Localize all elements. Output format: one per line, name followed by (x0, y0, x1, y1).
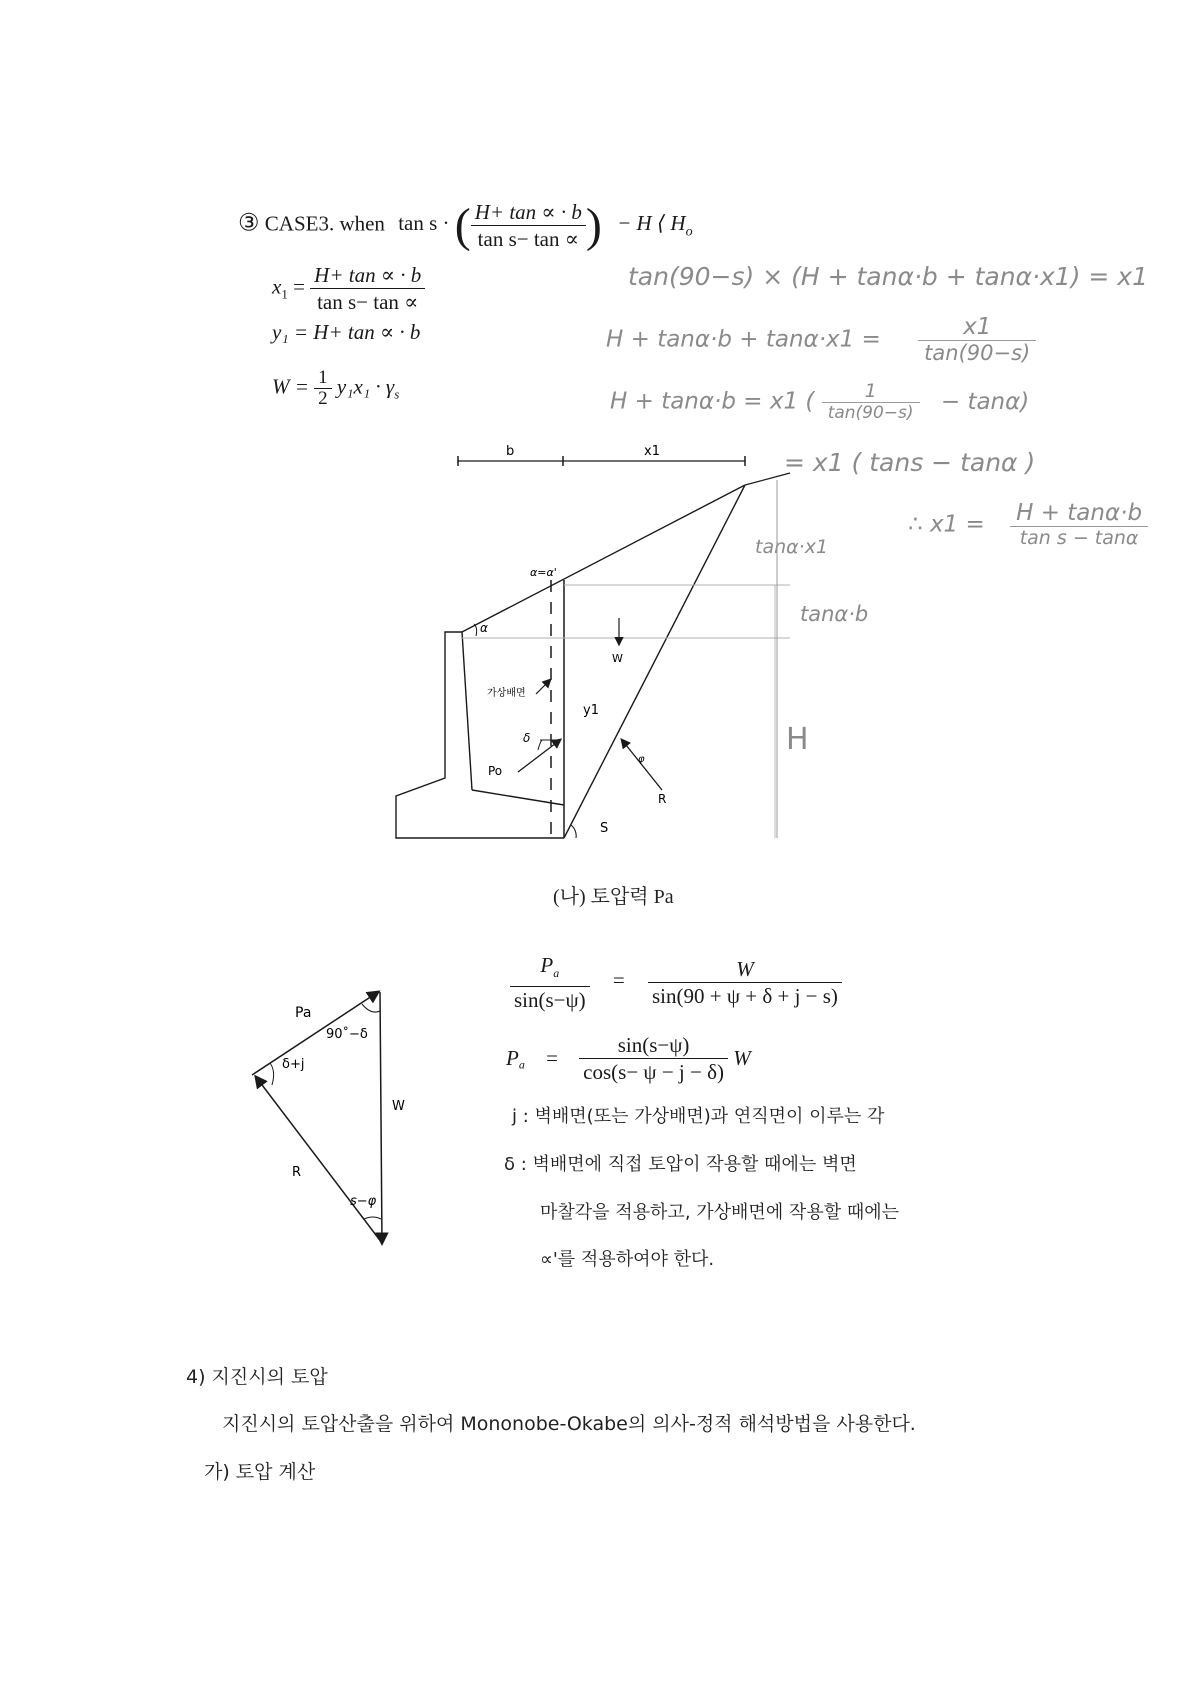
eq1-lhs-num-sub: a (553, 966, 560, 981)
hw5-left: ∴ x1 = (908, 511, 985, 538)
label-alpha: α (480, 621, 488, 635)
label-b: b (506, 444, 515, 459)
equation-1 (510, 952, 842, 1013)
label-phi: φ (638, 754, 645, 765)
eq1-lhs-num: P (540, 953, 554, 977)
eq2-lhs-sub: a (518, 1057, 525, 1072)
note-delta-2: 마찰각을 적용하고, 가상배면에 작용할 때에는 (540, 1202, 899, 1223)
handwritten-tan-b: tanα·b (800, 602, 869, 626)
handwritten-H: H (786, 722, 809, 757)
handwritten-line-4: = x1 ( tans − tanα ) (784, 448, 1036, 477)
x1-formula (272, 262, 425, 315)
R-arrow (622, 740, 662, 790)
eq2-den: cos(s− ψ − j − δ) (583, 1060, 724, 1084)
tri-label-W: W (392, 1099, 405, 1114)
hw2-num: x1 (918, 314, 1036, 341)
note-delta-1: δ : 벽배면에 직접 토압이 작용할 때에는 벽면 (504, 1154, 857, 1175)
eq2-lhs: P (506, 1046, 519, 1070)
case3-tail-sub: o (685, 224, 693, 240)
R-vector (256, 1077, 382, 1243)
label-delta: δ (523, 731, 531, 745)
case3-frac-num: H+ tan ∝ · b (471, 199, 586, 226)
equals-sign: = (293, 274, 305, 299)
label-x1: x1 (644, 444, 660, 459)
force-triangle-diagram (230, 975, 430, 1260)
eq2-fraction (579, 1032, 728, 1085)
hw3-den: tan(90−s) (827, 403, 914, 423)
tri-label-Pa: Pa (295, 1005, 312, 1021)
case3-frac-den: tan s− tan ∝ (477, 227, 579, 251)
label-alpha-equal: α=α' (530, 566, 557, 579)
eq1-rhs-num: W (648, 956, 842, 983)
section-4-heading: 4) 지진시의 토압 (186, 1366, 328, 1388)
slope-extension (745, 473, 790, 485)
w-rhs: y₁x₁ · γ (336, 374, 395, 399)
handwritten-line-1: tan(90−s) × (H + tanα·b + tanα·x1) = x1 (628, 262, 1148, 291)
eq1-equals: = (612, 968, 625, 993)
x1-den: tan s− tan ∝ (317, 290, 419, 314)
w-rhs-sub: s (394, 386, 400, 402)
hw5-num: H + tanα·b (1010, 500, 1148, 527)
case3-fraction (471, 199, 586, 252)
w-formula (272, 368, 399, 409)
eq1-lhs-den: sin(s−ψ) (514, 988, 586, 1013)
left-angle-arc (270, 1063, 274, 1085)
eq1-lhs (510, 952, 590, 1013)
case3-marker: ③ (238, 210, 260, 237)
figure-caption: (나) 토압력 Pa (553, 886, 674, 908)
tri-label-R: R (292, 1165, 302, 1180)
close-paren: ) (585, 199, 602, 252)
handwritten-line-5 (908, 500, 1148, 549)
heel-line (472, 790, 564, 805)
bottom-angle-arc (364, 1217, 381, 1219)
eq2-equals: = (546, 1046, 558, 1070)
tri-label-angle-left: δ+j (282, 1057, 305, 1072)
S-angle-arc (571, 825, 576, 838)
equation-2 (506, 1032, 751, 1085)
case3-line (238, 198, 693, 253)
label-Po: Po (488, 764, 503, 778)
hw3-num: 1 (822, 380, 920, 403)
hw5-den: tan s − tanα (1019, 527, 1139, 549)
case3-tail: − H ⟨ H (617, 211, 686, 236)
label-R: R (658, 792, 667, 806)
tri-label-angle-top: 90˚−δ (326, 1027, 368, 1042)
W-vector (380, 992, 382, 1243)
hw3-fraction (822, 380, 920, 423)
x1-lhs: x (272, 274, 282, 299)
hw5-fraction (1010, 500, 1148, 549)
handwritten-line-3 (610, 380, 1029, 423)
slope-line (462, 485, 745, 632)
hw2-left: H + tanα·b + tanα·x1 = (606, 326, 881, 353)
retaining-wall (396, 632, 564, 838)
eq1-rhs-den: sin(90 + ψ + δ + j − s) (652, 984, 838, 1009)
top-angle-arc (362, 1004, 380, 1012)
label-W: W (612, 652, 623, 665)
failure-plane (564, 485, 745, 838)
tri-label-angle-bottom: s−φ (350, 1194, 377, 1209)
half-fraction (314, 368, 332, 409)
hw3-left: H + tanα·b = x1 ( (610, 388, 815, 415)
eq1-rhs (648, 956, 842, 1009)
hw2-fraction (918, 314, 1036, 365)
label-y1: y1 (583, 703, 599, 718)
handwritten-tan-x1: tanα·x1 (755, 536, 829, 558)
eq1-lhs-num-wrap (510, 952, 590, 987)
x1-num: H+ tan ∝ · b (310, 262, 425, 289)
hw2-den: tan(90−s) (924, 341, 1031, 365)
wall-wedge-diagram (380, 440, 820, 850)
label-S: S (600, 821, 609, 836)
x1-fraction (310, 262, 425, 315)
label-virtual-back: 가상배면 (487, 688, 526, 699)
handwritten-line-2 (606, 314, 1036, 365)
eq2-num: sin(s−ψ) (579, 1032, 728, 1059)
wall-back-face (462, 632, 472, 790)
hw3-right: − tanα) (940, 388, 1030, 415)
open-paren: ( (454, 199, 471, 252)
x1-lhs-sub: 1 (281, 286, 288, 302)
w-lhs: W = (272, 374, 309, 399)
eq2-tail: W (733, 1046, 751, 1070)
note-j: j : 벽배면(또는 가상배면)과 연직면이 이루는 각 (512, 1106, 885, 1127)
half-den: 2 (318, 388, 328, 409)
note-delta-3: ∝'를 적용하여야 한다. (540, 1249, 715, 1270)
case3-tan-s: tan s · (398, 211, 450, 236)
virtual-back-pointer (536, 680, 550, 694)
section-4-body: 지진시의 토압산출을 위하여 Mononobe-Okabe의 의사-정적 해석방법을 사용한다. (222, 1413, 916, 1435)
case3-label: CASE3. when (264, 211, 385, 236)
section-4-sub: 가) 토압 계산 (204, 1461, 316, 1483)
half-num: 1 (314, 368, 332, 389)
y1-formula: y₁ = H+ tan ∝ · b (272, 320, 421, 344)
